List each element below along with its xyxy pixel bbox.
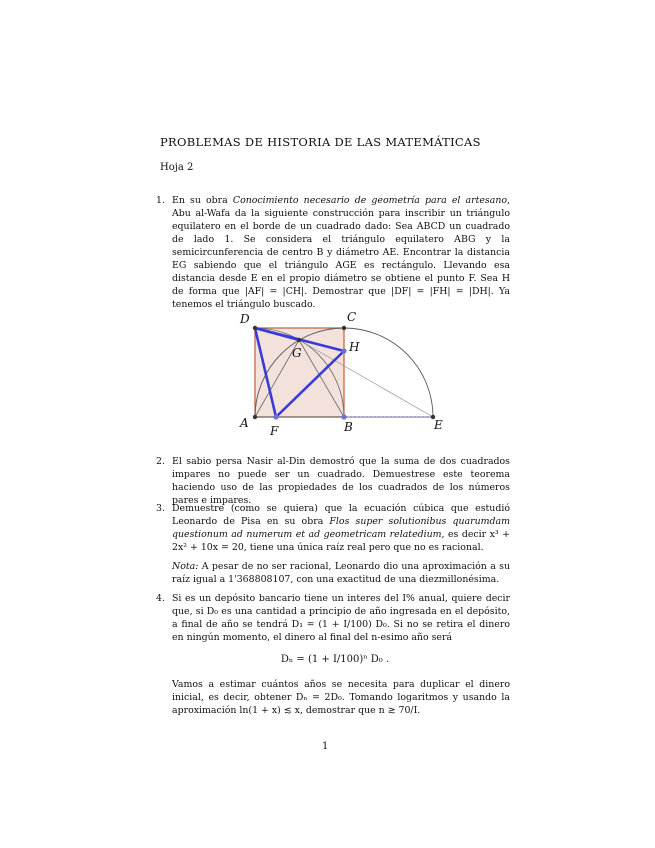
label-e: E (434, 418, 443, 432)
page-number: 1 (322, 741, 329, 752)
label-a: A (240, 416, 249, 430)
label-b: B (344, 420, 353, 434)
problem-number: 1. (156, 195, 165, 206)
problem-note: Nota: A pesar de no ser racional, Leonardo dio una aproximación a su raíz igual a 1'368808107, con una exactitud de una diezmillonésima. (172, 561, 510, 585)
problem-2 (156, 455, 510, 507)
problem-number: 4. (156, 593, 165, 604)
sheet-label: Hoja 2 (160, 162, 194, 173)
label-c: C (347, 310, 357, 324)
label-f: F (270, 424, 279, 438)
problem-number: 2. (156, 456, 165, 467)
problem-3 (156, 502, 510, 586)
problem-1 (156, 194, 510, 311)
problem-4 (156, 592, 510, 717)
problem-text-continued: Vamos a estimar cuántos años se necesita para duplicar el dinero inicial, es decir, obtener Dₙ = 2D₀. Tomando logaritmos y usando la aproximación ln(1 + x) ≲ x, demostrar que n ≳ 70/I. (172, 679, 510, 716)
problem-text: En su obra Conocimiento necesario de geometría para el artesano, Abu al-Wafa da la siguiente construcción para inscribir un triángulo equilatero en el borde de un cuadrado dado: Sea ABCD un cuadrado de lado 1. Se considera el triángulo equilatero ABG y la semicircunferencia de centro B y diámetro AE. Encontrar la distancia EG sabiendo que el triángulo AGE es rectángulo. Llevando esa distancia desde E en el propio diámetro se obtiene el punto F. Sea H de forma que |AF| = |CH|. Demostrar que |DF| = |FH| = |DH|. Ya tenemos el triángulo buscado. (172, 195, 510, 310)
label-g: G (292, 346, 302, 360)
label-h: H (349, 340, 360, 354)
problem-text: Demuestre (como se quiera) que la ecuación cúbica que estudió Leonardo de Pisa en su obra Flos super solutionibus quarumdam questionum ad numerum et ad geometricam relatedium, es decir x³ + 2x² + 10x = 20, tiene una única raíz real pero que no es racional. (172, 503, 510, 553)
problem-text: Si es un depósito bancario tiene un interes del I% anual, quiere decir que, si D₀ es una cantidad a principio de año ingresada en el depósito, a final de año se tendrá D₁ = (1 + I/100) D₀. Si no se retira el dinero en ningún momento, el dinero al final del n-esimo año será (172, 593, 510, 643)
page-title: PROBLEMAS DE HISTORIA DE LAS MATEMÁTICAS (160, 135, 481, 149)
formula: Dₙ = (1 + I/100)ⁿ D₀ . (280, 654, 390, 665)
problem-number: 3. (156, 503, 165, 514)
geometry-figure (230, 305, 460, 440)
problem-text: El sabio persa Nasir al-Din demostró que la suma de dos cuadrados impares no puede ser un cuadrado. Demuestrese este teorema haciendo uso de las propiedades de los cuadrados de los números pares e impares. (172, 456, 510, 506)
label-d: D (240, 312, 250, 326)
